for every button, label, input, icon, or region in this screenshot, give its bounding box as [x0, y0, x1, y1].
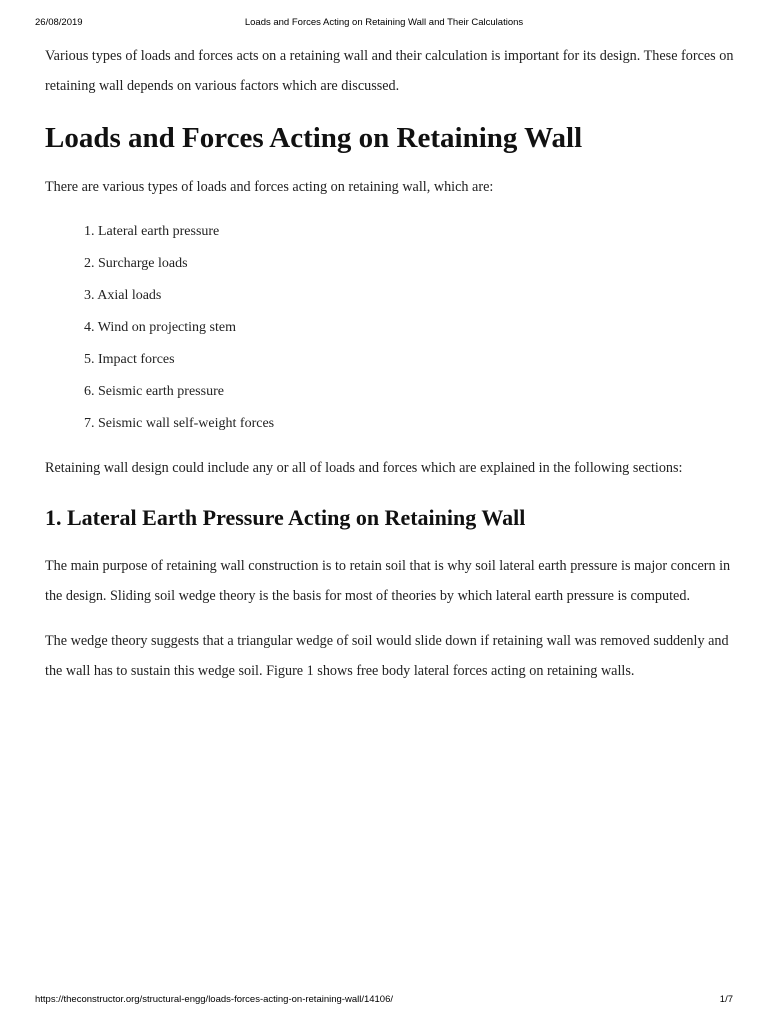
list-item: 5. Impact forces: [84, 352, 175, 367]
list-item: 1. Lateral earth pressure: [84, 224, 220, 239]
section-paragraph-1: The main purpose of retaining wall construction is to retain soil that is why soil lateral earth pressure is major concern in the design. Sliding soil wedge theory is the basis for most of theories by which lateral earth pressure is computed.: [45, 558, 731, 604]
section-paragraph-2: The wedge theory suggests that a triangular wedge of soil would slide down if retaining wall was removed suddenly and the wall has to sustain this wedge soil. Figure 1 shows free body lateral forces acting on retaining walls.: [45, 633, 729, 679]
intro-paragraph: Various types of loads and forces acts on a retaining wall and their calculation is important for its design. These forces on retaining wall depends on various factors which are discussed.: [45, 48, 734, 94]
list-item: 6. Seismic earth pressure: [84, 384, 224, 399]
source-url: https://theconstructor.org/structural-engg/loads-forces-acting-on-retaining-wall/14106/: [35, 994, 394, 1005]
list-item: 4. Wind on projecting stem: [84, 320, 236, 335]
page-number: 1/7: [719, 994, 733, 1005]
article-body: [45, 41, 735, 686]
lead-paragraph: There are various types of loads and forces acting on retaining wall, which are:: [45, 179, 494, 195]
loads-list: [45, 216, 735, 440]
section-heading: 1. Lateral Earth Pressure Acting on Retaining Wall: [45, 505, 526, 530]
print-date: 26/08/2019: [35, 17, 83, 28]
list-item: 3. Axial loads: [84, 288, 162, 303]
list-item: 2. Surcharge loads: [84, 256, 188, 271]
page-heading: Loads and Forces Acting on Retaining Wall: [45, 122, 583, 154]
print-title: Loads and Forces Acting on Retaining Wall and Their Calculations: [244, 17, 524, 28]
list-item: 7. Seismic wall self-weight forces: [84, 416, 275, 431]
after-list-paragraph: Retaining wall design could include any or all of loads and forces which are explained in the following sections:: [45, 460, 683, 476]
